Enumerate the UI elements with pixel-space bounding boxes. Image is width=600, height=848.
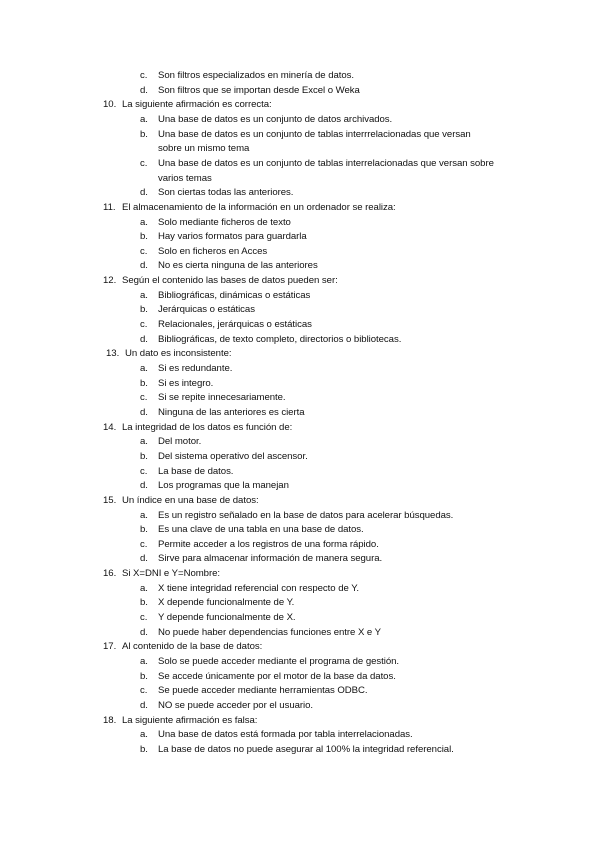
option-text: Hay varios formatos para guardarla [158, 231, 307, 243]
question-text: La siguiente afirmación es falsa: [122, 714, 258, 726]
option-text: No es cierta ninguna de las anteriores [158, 260, 318, 272]
option-text: Sirve para almacenar información de manera segura. [158, 553, 383, 565]
option-letter: c. [140, 465, 148, 477]
question-number: 11. [103, 201, 116, 213]
option-letter: b. [140, 597, 148, 609]
question-text: Un índice en una base de datos: [122, 494, 259, 506]
option-letter: c. [140, 319, 148, 331]
option-letter: d. [140, 333, 148, 345]
question-number: 12. [103, 275, 117, 287]
option-text: varios temas [158, 172, 212, 184]
option-text: Si se repite innecesariamente. [158, 392, 286, 404]
option-letter: c. [140, 392, 148, 404]
option-letter: a. [140, 113, 148, 125]
option-letter: b. [140, 231, 148, 243]
question-text: Al contenido de la base de datos: [122, 641, 263, 653]
option-letter: b. [140, 524, 148, 536]
option-text: X depende funcionalmente de Y. [158, 597, 295, 609]
option-text: Una base de datos es un conjunto de tablas interrrelacionadas que versan [158, 128, 471, 140]
option-text: Son filtros especializados en minería de datos. [158, 70, 355, 81]
option-text: Es una clave de una tabla en una base de datos. [158, 524, 364, 536]
option-letter: a. [140, 509, 148, 521]
option-letter: a. [140, 289, 148, 301]
option-letter: d. [140, 699, 148, 711]
option-letter: a. [140, 436, 148, 448]
option-letter: a. [140, 729, 148, 741]
option-text: Son ciertas todas las anteriores. [158, 187, 294, 199]
option-letter: c. [140, 245, 148, 257]
option-letter: b. [140, 670, 148, 682]
option-text: La base de datos no puede asegurar al 100% la integridad referencial. [158, 743, 454, 755]
option-letter: a. [140, 656, 148, 667]
option-text: Relacionales, jerárquicas o estáticas [158, 319, 312, 331]
option-letter: d. [140, 553, 148, 565]
option-text: Una base de datos es un conjunto de tablas interrelacionadas que versan sobre [158, 157, 494, 169]
option-letter: c. [140, 70, 148, 81]
option-letter: d. [140, 260, 148, 272]
question-number: 13. [106, 348, 120, 360]
question-text: El almacenamiento de la información en un ordenador se realiza: [122, 201, 396, 213]
question-text: La siguiente afirmación es correcta: [122, 99, 272, 111]
option-letter: d. [140, 626, 148, 638]
option-text: Es un registro señalado en la base de datos para acelerar búsquedas. [158, 509, 454, 521]
option-text: Bibliográficas, de texto completo, directorios o bibliotecas. [158, 333, 402, 345]
option-letter: c. [140, 612, 148, 624]
question-number: 10. [103, 99, 117, 111]
option-letter: d. [140, 406, 148, 418]
question-text: La integridad de los datos es función de: [122, 421, 293, 433]
option-letter: a. [140, 216, 148, 228]
option-letter: c. [140, 538, 148, 550]
question-text: Un dato es inconsistente: [125, 348, 232, 360]
option-text: Del sistema operativo del ascensor. [158, 450, 308, 462]
option-text: Del motor. [158, 436, 202, 448]
question-number: 14. [103, 421, 117, 433]
question-number: 15. [103, 494, 117, 506]
option-letter: a. [140, 363, 148, 374]
option-text: No puede haber dependencias funciones entre X e Y [158, 626, 381, 638]
option-text: Se puede acceder mediante herramientas ODBC. [158, 685, 368, 697]
option-letter: b. [140, 304, 148, 316]
option-text: Ninguna de las anteriores es cierta [158, 406, 305, 418]
option-text: Solo se puede acceder mediante el programa de gestión. [158, 656, 400, 667]
option-text: Bibliográficas, dinámicas o estáticas [158, 289, 311, 301]
option-text: Se accede únicamente por el motor de la base da datos. [158, 670, 396, 682]
question-number: 16. [103, 568, 117, 580]
option-letter: c. [140, 685, 148, 697]
option-text: Si es redundante. [158, 363, 233, 374]
question-text: Según el contenido las bases de datos pueden ser: [122, 275, 338, 287]
option-text: Jerárquicas o estáticas [158, 304, 255, 316]
option-text: Permite acceder a los registros de una forma rápido. [158, 538, 379, 550]
question-text: Si X=DNI e Y=Nombre: [122, 568, 221, 580]
option-text: Solo en ficheros en Acces [158, 245, 268, 257]
option-text: Solo mediante ficheros de texto [158, 216, 291, 228]
option-letter: b. [140, 377, 148, 389]
option-text: Son filtros que se importan desde Excel o Weka [158, 84, 360, 96]
option-text: Y depende funcionalmente de X. [158, 612, 296, 624]
option-text: Una base de datos está formada por tabla interrelacionadas. [158, 729, 413, 741]
option-letter: a. [140, 582, 148, 594]
option-letter: b. [140, 128, 148, 140]
option-letter: d. [140, 480, 148, 492]
option-text: Una base de datos es un conjunto de datos archivados. [158, 113, 393, 125]
option-text: NO se puede acceder por el usuario. [158, 699, 314, 711]
option-letter: b. [140, 450, 148, 462]
option-letter: d. [140, 84, 148, 96]
option-letter: c. [140, 157, 148, 169]
question-number: 17. [103, 641, 117, 653]
question-number: 18. [103, 714, 117, 726]
option-text: sobre un mismo tema [158, 143, 250, 155]
option-text: X tiene integridad referencial con respecto de Y. [158, 582, 359, 594]
option-letter: b. [140, 743, 148, 755]
option-text: Si es integro. [158, 377, 214, 389]
option-text: Los programas que la manejan [158, 480, 289, 492]
option-letter: d. [140, 187, 148, 199]
option-text: La base de datos. [158, 465, 234, 477]
